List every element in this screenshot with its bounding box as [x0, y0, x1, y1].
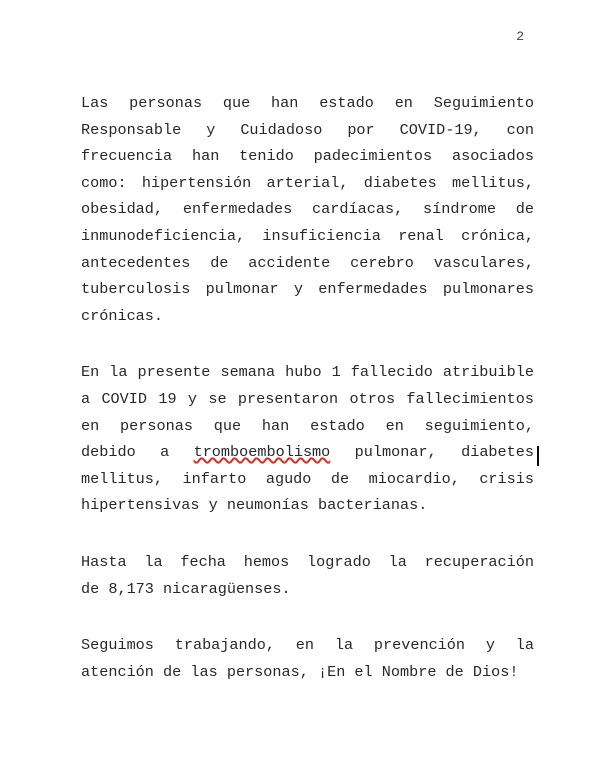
misspelled-word[interactable]: tromboembolismo	[193, 443, 331, 462]
text-run: debido a	[81, 443, 194, 462]
paragraph	[81, 549, 534, 602]
text-cursor	[537, 446, 539, 466]
text-run: de 8,173 nicaragüenses.	[81, 579, 291, 598]
text-line[interactable]	[81, 250, 534, 277]
text-run: tuberculosis pulmonar y enfermedades pulmonares	[81, 280, 534, 299]
page-header	[81, 29, 534, 44]
text-line[interactable]	[81, 386, 534, 413]
text-line[interactable]	[81, 276, 534, 303]
text-line[interactable]	[81, 466, 534, 493]
paragraph	[81, 359, 534, 519]
text-run: mellitus, infarto agudo de miocardio, crisis	[81, 469, 534, 488]
text-line[interactable]	[81, 170, 534, 197]
text-line[interactable]	[81, 223, 534, 250]
text-line[interactable]	[81, 439, 534, 466]
text-run: En la presente semana hubo 1 fallecido atribuible	[81, 363, 534, 382]
text-line[interactable]	[81, 359, 534, 386]
text-run: Seguimos trabajando, en la prevención y la	[81, 636, 534, 655]
paragraph	[81, 90, 534, 329]
document-edit-surface[interactable]	[81, 90, 534, 715]
text-line[interactable]	[81, 196, 534, 223]
text-run: pulmonar, diabetes	[330, 443, 535, 462]
text-line[interactable]	[81, 659, 534, 686]
text-run: a COVID 19 y se presentaron otros fallecimientos	[81, 389, 534, 408]
text-run: atención de las personas, ¡En el Nombre de Dios!	[81, 662, 519, 681]
text-run: Las personas que han estado en Seguimiento	[81, 94, 534, 112]
text-line[interactable]	[81, 492, 534, 519]
text-line[interactable]	[81, 549, 534, 576]
text-line[interactable]	[81, 90, 534, 117]
text-line[interactable]	[81, 576, 534, 603]
text-run: como: hipertensión arterial, diabetes mellitus,	[81, 173, 534, 192]
text-run: inmunodeficiencia, insuficiencia renal crónica,	[81, 226, 534, 245]
paragraph	[81, 632, 534, 685]
text-run: frecuencia han tenido padecimientos asociados	[81, 147, 534, 166]
page-number: 2	[516, 29, 524, 44]
text-run: crónicas.	[81, 306, 164, 325]
text-line[interactable]	[81, 303, 534, 330]
text-run: obesidad, enfermedades cardíacas, síndrome de	[81, 200, 534, 219]
text-line[interactable]	[81, 117, 534, 144]
text-run: en personas que han estado en seguimiento,	[81, 416, 534, 435]
text-run: Responsable y Cuidadoso por COVID-19, con	[81, 120, 534, 139]
text-line[interactable]	[81, 632, 534, 659]
text-line[interactable]	[81, 413, 534, 440]
text-line[interactable]	[81, 143, 534, 170]
text-run: Hasta la fecha hemos logrado la recuperación	[81, 552, 534, 571]
text-run: antecedentes de accidente cerebro vasculares,	[81, 253, 534, 272]
text-run: hipertensivas y neumonías bacterianas.	[81, 496, 428, 515]
